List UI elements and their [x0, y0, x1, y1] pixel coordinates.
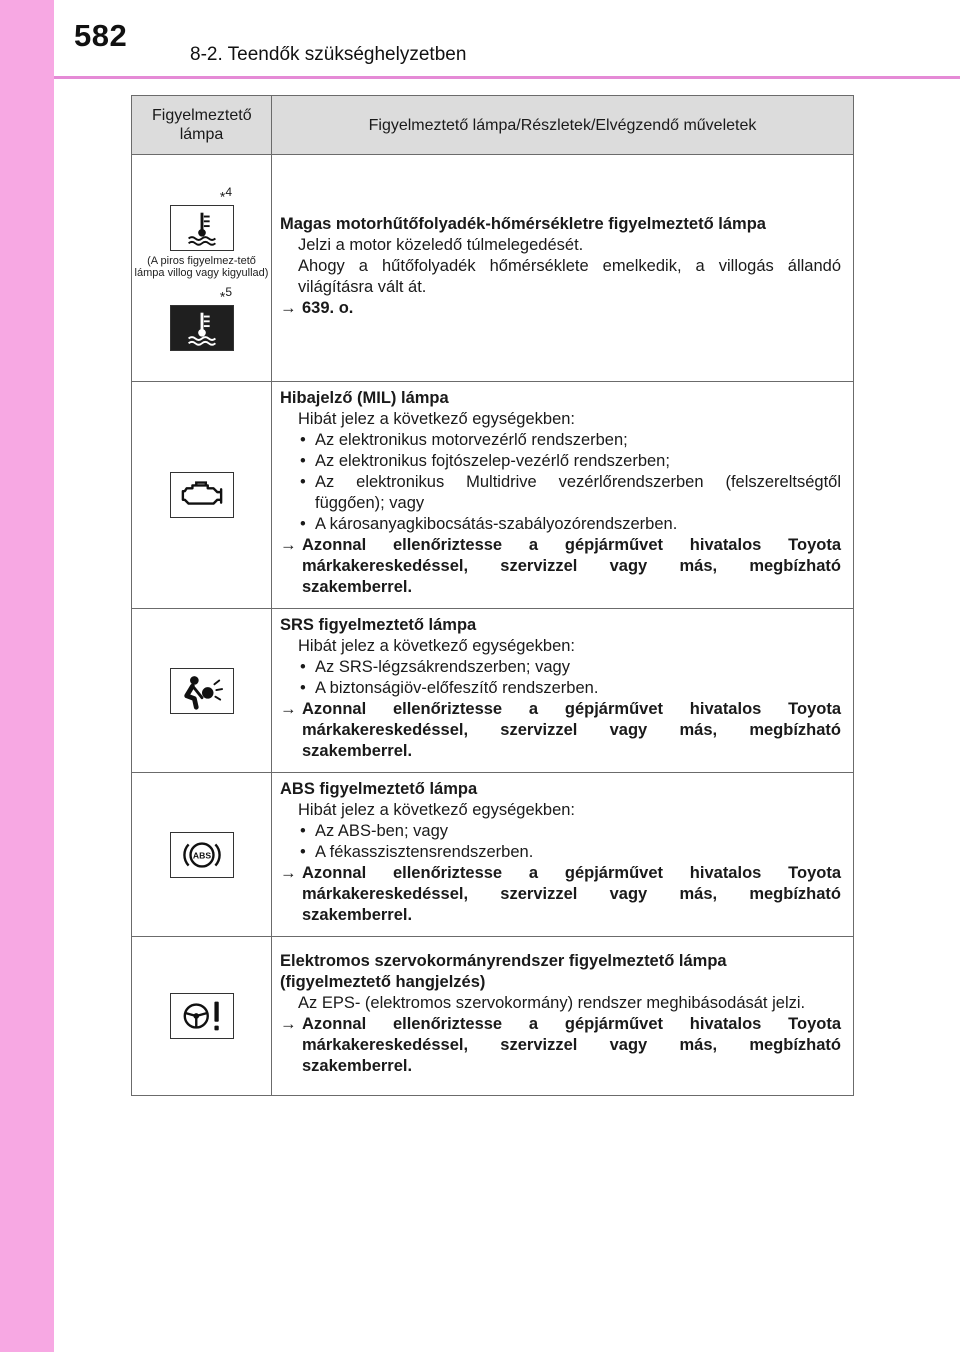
arrow-icon: → — [280, 298, 297, 317]
lamp-note: (A piros figyelmez-tető lámpa villog vagy kigyullad) — [134, 255, 269, 279]
chapter-title: 8-2. Teendők szükséghelyzetben — [190, 44, 467, 65]
lamp-cell — [132, 609, 272, 773]
action-text: → Azonnal ellenőriztesse a gépjárművet hivatalos Toyota márkakereskedéssel, szervizzel vagy más, megbízható szakemberrel. — [280, 700, 841, 760]
detail-cell — [272, 609, 854, 773]
warning-lamp-table — [131, 95, 854, 1096]
lamp-cell — [132, 773, 272, 937]
lamp-title: SRS figyelmeztető lámpa — [280, 616, 477, 634]
header-rule — [54, 76, 960, 79]
action-text: → Azonnal ellenőriztesse a gépjárművet hivatalos Toyota márkakereskedéssel, szervizzel vagy más, megbízható szakemberrel. — [280, 864, 841, 924]
coolant-temperature-icon — [170, 205, 234, 251]
power-steering-icon — [170, 993, 234, 1039]
action-text: → Azonnal ellenőriztesse a gépjárművet hivatalos Toyota márkakereskedéssel, szervizzel vagy más, megbízható szakemberrel. — [280, 536, 841, 596]
lamp-title: Magas motorhűtőfolyadék-hőmérsékletre figyelmeztető lámpa — [280, 214, 766, 233]
list-item: • Az elektronikus Multidrive vezérlőrendszerben (felszereltségtől függően); vagy — [298, 472, 841, 514]
list-item: • Az ABS-ben; vagy — [298, 821, 841, 842]
fault-list — [280, 821, 841, 863]
fault-list — [280, 657, 841, 699]
check-engine-icon — [170, 472, 234, 518]
col-header-lamp: Figyelmeztető lámpa — [132, 96, 272, 155]
side-color-bar — [0, 0, 54, 1352]
arrow-icon: → — [280, 700, 297, 718]
list-item: • A fékasszisztensrendszerben. — [298, 842, 841, 863]
table-row — [132, 773, 854, 937]
detail-cell — [272, 773, 854, 937]
table-row — [132, 609, 854, 773]
abs-icon — [170, 832, 234, 878]
lamp-cell — [132, 155, 272, 382]
detail-cell — [272, 155, 854, 382]
lamp-description: Hibát jelez a következő egységekben: — [298, 637, 576, 655]
detail-cell — [272, 382, 854, 609]
abs-icon-label: ABS — [192, 849, 211, 860]
lamp-cell — [132, 382, 272, 609]
footnote-mark: *$^5$ — [219, 285, 232, 305]
action-text: → Azonnal ellenőriztesse a gépjárművet hivatalos Toyota márkakereskedéssel, szervizzel vagy más, megbízható szakemberrel. — [280, 1015, 841, 1075]
arrow-icon: → — [280, 864, 297, 882]
lamp-description: Jelzi a motor közeledő túlmelegedését. — [298, 235, 584, 254]
list-item: • Az elektronikus fojtószelep-vezérlő rendszerben; — [298, 451, 841, 472]
arrow-icon: → — [280, 536, 297, 554]
col-header-details: Figyelmeztető lámpa/Részletek/Elvégzendő műveletek — [272, 96, 854, 155]
table-row — [132, 937, 854, 1096]
lamp-title: Hibajelző (MIL) lámpa — [280, 389, 449, 407]
table-header-row — [132, 96, 854, 155]
lamp-description: Hibát jelez a következő egységekben: — [298, 410, 576, 428]
page-reference: 639. o. — [302, 298, 354, 317]
detail-cell — [272, 937, 854, 1096]
page-number: 582 — [74, 18, 128, 53]
airbag-icon — [170, 668, 234, 714]
list-item: • Az SRS-légzsákrendszerben; vagy — [298, 657, 841, 678]
lamp-description: Ahogy a hűtőfolyadék hőmérséklete emelkedik, a villogás állandó világításra vált át. — [298, 256, 841, 296]
lamp-description: Hibát jelez a következő egységekben: — [298, 801, 576, 819]
coolant-temperature-icon — [170, 305, 234, 351]
list-item: • A biztonságiöv-előfeszítő rendszerben. — [298, 678, 841, 699]
list-item: • Az elektronikus motorvezérlő rendszerben; — [298, 430, 841, 451]
arrow-icon: → — [280, 1015, 297, 1033]
lamp-title: Elektromos szervokormányrendszer figyelmeztető lámpa (figyelmeztető hangjelzés) — [280, 952, 727, 991]
footnote-mark: *$^4$ — [219, 185, 232, 205]
list-item: • A károsanyagkibocsátás-szabályozórendszerben. — [298, 514, 841, 535]
lamp-description: Az EPS- (elektromos szervokormány) rendszer meghibásodását jelzi. — [298, 994, 806, 1012]
action-text — [280, 298, 841, 319]
table-row — [132, 155, 854, 382]
lamp-cell — [132, 937, 272, 1096]
fault-list — [280, 430, 841, 535]
lamp-title: ABS figyelmeztető lámpa — [280, 780, 478, 798]
table-row — [132, 382, 854, 609]
